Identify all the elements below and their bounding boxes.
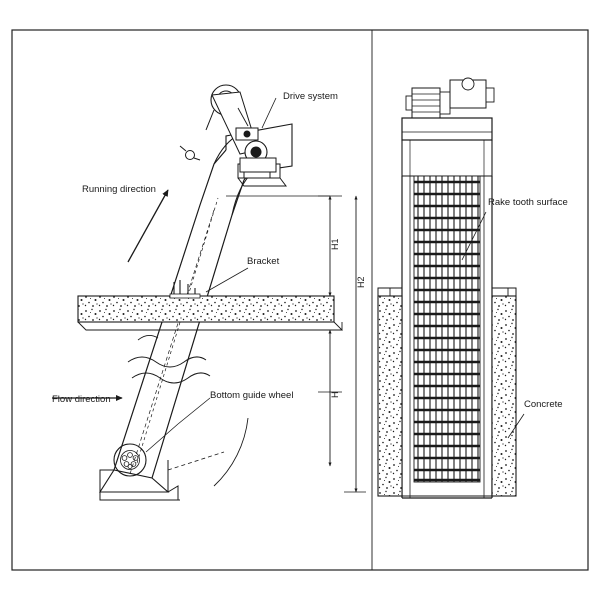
label-drive-system: Drive system [283,91,338,102]
dimension-h1: H1 [330,238,340,250]
label-running-direction: Running direction [82,184,156,195]
label-concrete: Concrete [524,399,563,410]
rake-tooth-surface [414,176,480,482]
head-frame [402,118,492,140]
label-bottom-guide-wheel: Bottom guide wheel [210,390,294,401]
label-rake-tooth-surface: Rake tooth surface [488,197,568,208]
label-flow-direction: Flow direction [52,394,111,405]
concrete-wall-left [378,288,402,496]
label-bracket: Bracket [247,256,280,267]
dimension-h: H [330,391,340,398]
concrete-wall-right [492,288,516,496]
dimension-h2: H2 [356,276,366,288]
